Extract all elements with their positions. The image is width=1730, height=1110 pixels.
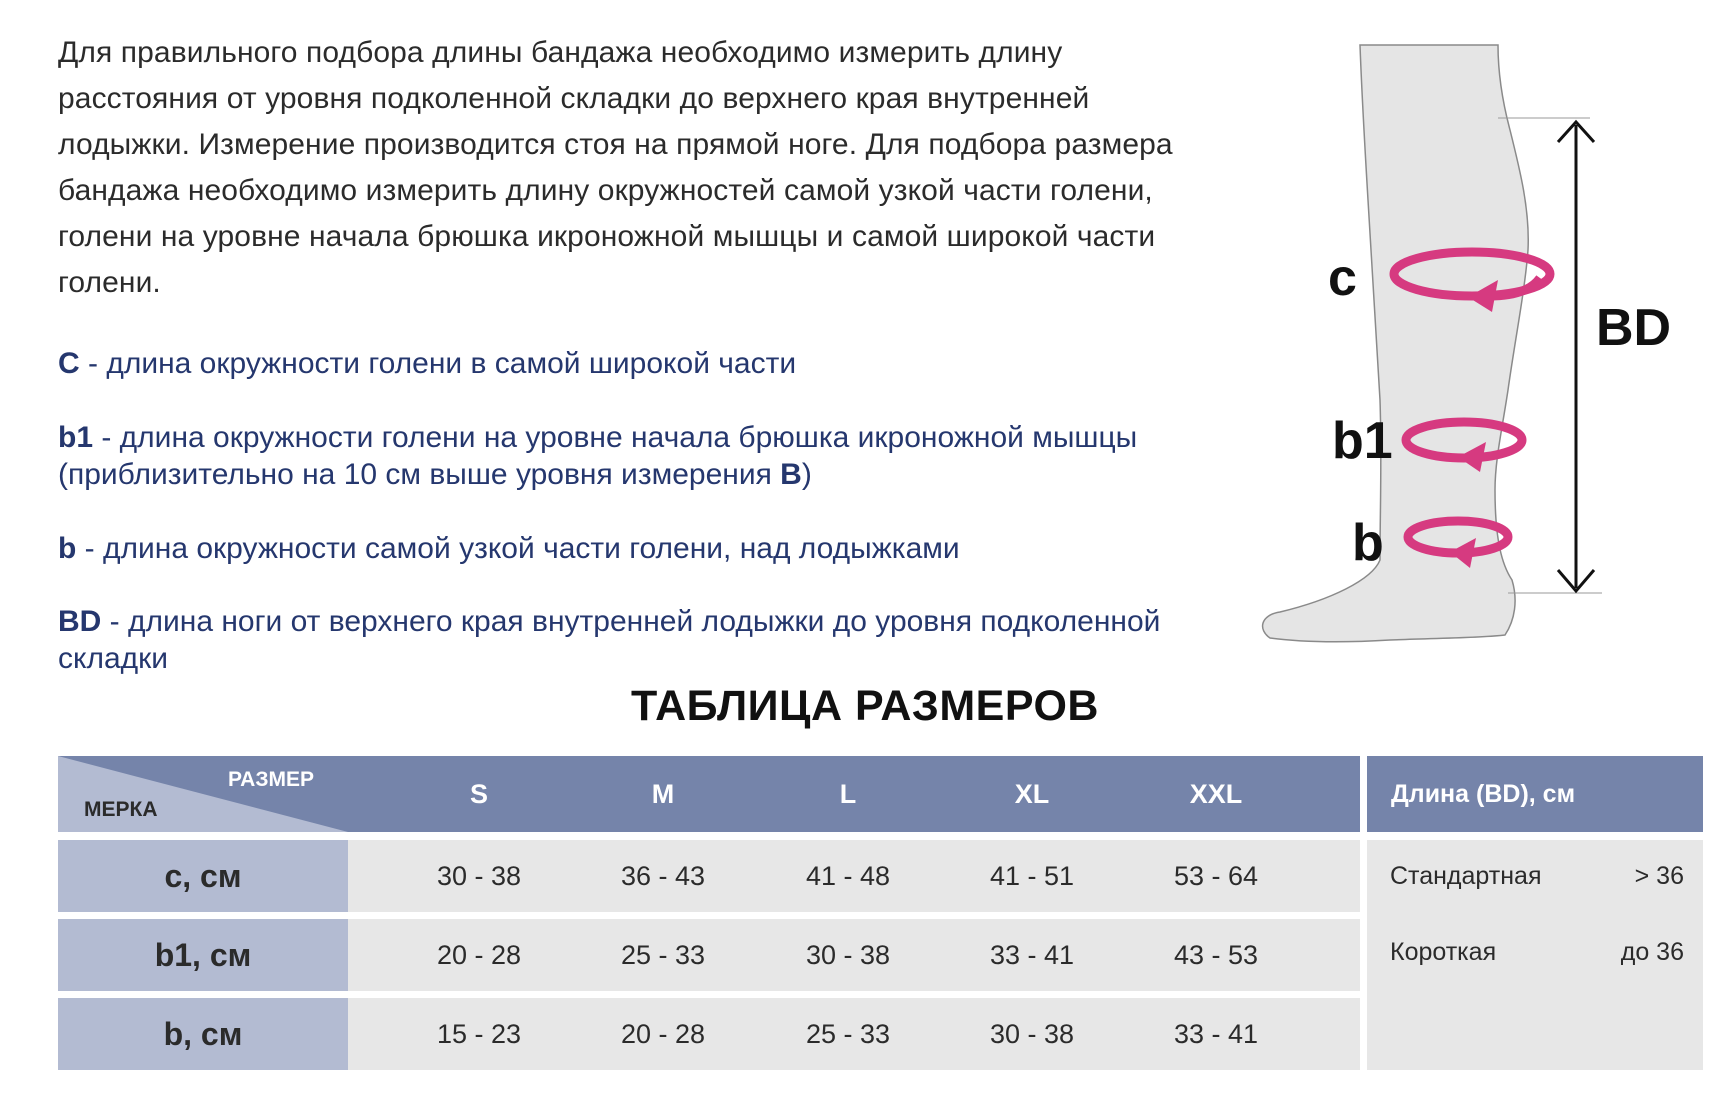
corner-top-label: РАЗМЕР <box>228 768 314 791</box>
definition-key: BD <box>58 605 102 638</box>
definition-tail: ) <box>801 458 812 491</box>
cell-b1-l: 30 - 38 <box>805 939 891 970</box>
size-header-s: S <box>469 778 488 809</box>
cell-b-m: 20 - 28 <box>620 1018 706 1049</box>
label-b1: b1 <box>1332 412 1393 470</box>
length-standard-label: Стандартная <box>1390 862 1542 890</box>
length-short-value: до 36 <box>1620 938 1684 966</box>
cell-c-xxl: 53 - 64 <box>1173 860 1259 891</box>
intro-paragraph: Для правильного подбора длины бандажа необходимо измерить длину расстояния от уровня подколенной складки до верхнего края внутренней лодыжки. Измерение производится стоя на прямой ноге. Для подбора размера бандажа необходимо измерить длину окружностей самой узкой части голени, голени на уровне начала брюшка икроножной мышцы и самой широкой части голени. <box>58 36 1173 299</box>
definition-b <box>58 530 1238 567</box>
corner-header <box>58 756 348 832</box>
cell-c-s: 30 - 38 <box>436 860 522 891</box>
cell-b-xxl: 33 - 41 <box>1173 1018 1259 1049</box>
cell-b1-m: 25 - 33 <box>620 939 706 970</box>
row-header-b1: b1, см <box>58 919 348 991</box>
length-standard-value: > 36 <box>1634 862 1684 890</box>
definition-key: b <box>58 532 77 565</box>
definition-b1 <box>58 419 1238 493</box>
cell-c-m: 36 - 43 <box>620 860 706 891</box>
table-title: ТАБЛИЦА РАЗМЕРОВ <box>631 682 1099 730</box>
label-bd: BD <box>1596 299 1672 357</box>
definition-c <box>58 345 1238 382</box>
definition-text: - длина окружности голени на уровне начала брюшка икроножной мышцы (приблизительно на 10 см выше уровня измерения <box>58 421 1138 491</box>
definition-tail-bold: B <box>780 458 802 491</box>
cell-b-xl: 30 - 38 <box>989 1018 1075 1049</box>
size-header-xl: XL <box>1014 778 1050 809</box>
cell-b1-xl: 33 - 41 <box>989 939 1075 970</box>
cell-b-l: 25 - 33 <box>805 1018 891 1049</box>
definition-text: - длина окружности голени в самой широкой части <box>79 347 797 380</box>
cell-b-s: 15 - 23 <box>436 1018 522 1049</box>
cell-b1-xxl: 43 - 53 <box>1173 939 1259 970</box>
length-header: Длина (BD), см <box>1367 756 1703 832</box>
definition-bd <box>58 603 1198 677</box>
definition-text: - длина окружности самой узкой части голени, над лодыжками <box>76 532 960 565</box>
cell-b1-s: 20 - 28 <box>436 939 522 970</box>
size-header-m: M <box>651 778 675 809</box>
leg-diagram-svg <box>1240 40 1680 680</box>
row-header-b: b, см <box>58 998 348 1070</box>
cell-c-l: 41 - 48 <box>805 860 891 891</box>
definition-text: - длина ноги от верхнего края внутренней лодыжки до уровня подколенной складки <box>58 605 1161 675</box>
corner-bottom-label: МЕРКА <box>84 798 158 821</box>
label-b: b <box>1352 514 1384 572</box>
cell-c-xl: 41 - 51 <box>989 860 1075 891</box>
definition-key: b1 <box>58 421 94 454</box>
leg-diagram <box>1240 40 1680 680</box>
label-c: c <box>1328 249 1357 307</box>
definition-key: C <box>58 347 80 380</box>
size-header-xxl: XXL <box>1189 778 1243 809</box>
length-short-label: Короткая <box>1390 938 1497 966</box>
row-header-c: c, см <box>58 840 348 912</box>
size-header-l: L <box>839 778 857 809</box>
